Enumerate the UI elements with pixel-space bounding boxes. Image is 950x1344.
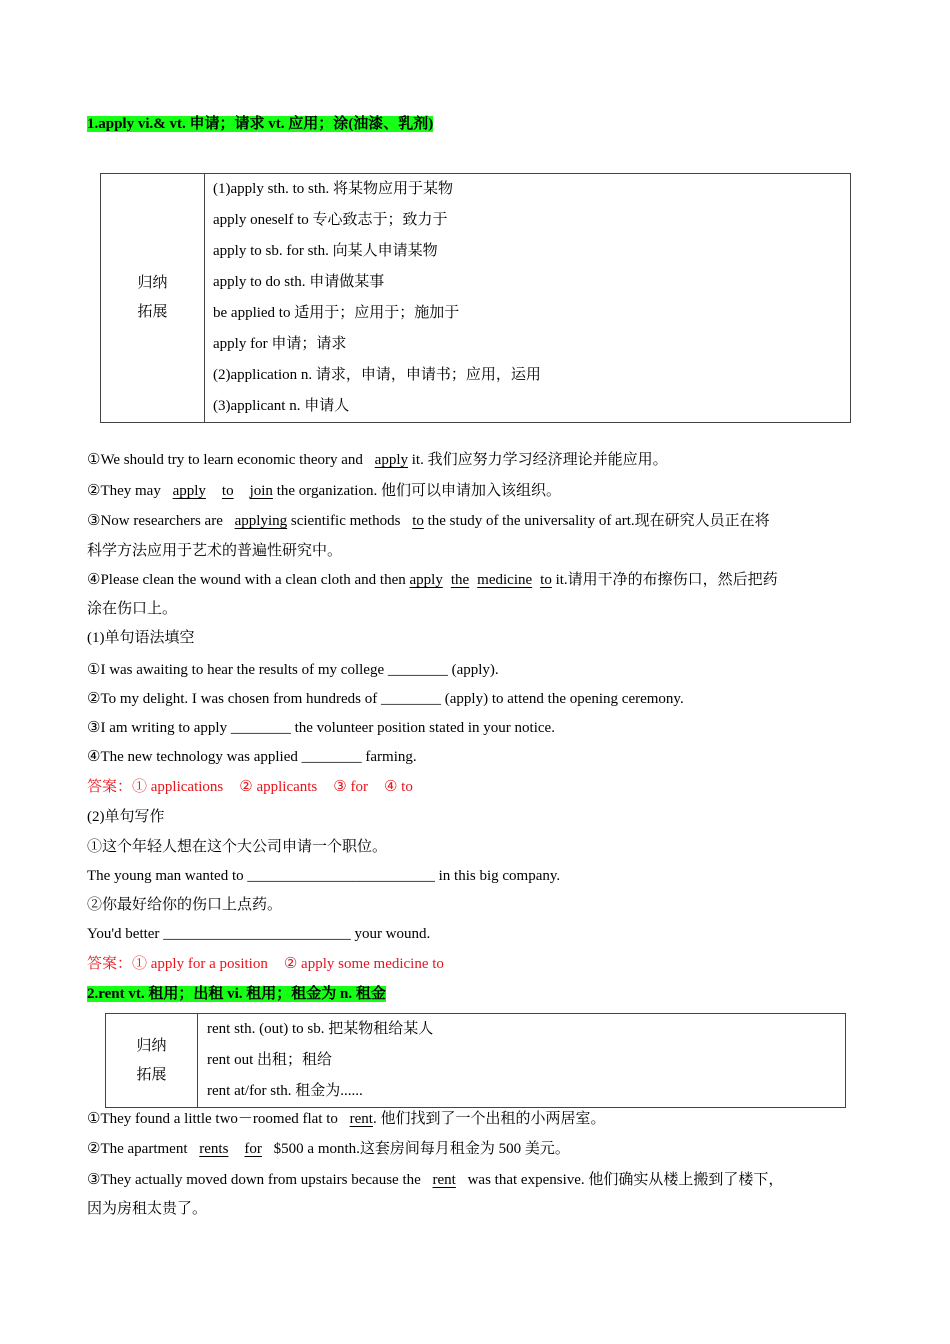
grammar-question-3: ③I am writing to apply ________ the volunteer position stated in your notice. bbox=[87, 720, 555, 736]
section2-heading: 2.rent vt. 租用；出租 vi. 租用；租金为 n. 租金 bbox=[87, 986, 386, 1002]
answer-blank[interactable]: _________________________ bbox=[247, 868, 435, 884]
rent-example-3: ③They actually moved down from upstairs because the rent was that expensive. 他们确实从楼上搬到了楼下， bbox=[87, 1172, 784, 1188]
writing-q1-cn: ①这个年轻人想在这个大公司申请一个职位。 bbox=[87, 839, 388, 855]
table-row: apply oneself to 专心致志于；致力于 bbox=[213, 212, 448, 228]
section1-heading: 1.apply vi.& vt. 申请；请求 vt. 应用；涂(油漆、乳剂) bbox=[87, 116, 434, 132]
table-label: 归纳 拓展 bbox=[101, 174, 205, 423]
example-3: ③Now researchers are applying scientific methods to the study of the universality of art.现在研究人员正在将 bbox=[87, 513, 770, 529]
table-row: apply to do sth. 申请做某事 bbox=[213, 274, 385, 290]
table-row: (3)applicant n. 申请人 bbox=[213, 398, 350, 414]
answer-blank[interactable]: ________ bbox=[301, 749, 362, 765]
writing-answer: 答案：① apply for a position ② apply some medicine to bbox=[87, 956, 444, 972]
answer-blank[interactable]: ________ bbox=[381, 691, 442, 707]
example-4: ④Please clean the wound with a clean cloth and then apply the medicine to it.请用干净的布擦伤口，然后把药 bbox=[87, 572, 778, 588]
table-row: rent at/for sth. 租金为...... bbox=[207, 1083, 363, 1099]
section1-expansion-table bbox=[100, 173, 851, 423]
rent-example-2: ②The apartment rents for $500 a month.这套房间每月租金为 500 美元。 bbox=[87, 1141, 570, 1157]
table-row: rent sth. (out) to sb. 把某物租给某人 bbox=[207, 1021, 434, 1037]
table-content bbox=[198, 1014, 846, 1108]
grammar-question-2: ②To my delight. I was chosen from hundreds of ________ (apply) to attend the opening ceremony. bbox=[87, 691, 684, 707]
grammar-question-4: ④The new technology was applied ________ farming. bbox=[87, 749, 417, 765]
grammar-fill-title: (1)单句语法填空 bbox=[87, 630, 195, 646]
writing-title: (2)单句写作 bbox=[87, 809, 165, 825]
table-row: rent out 出租；租给 bbox=[207, 1052, 332, 1068]
answer-blank[interactable]: ________ bbox=[230, 720, 291, 736]
grammar-question-1: ①I was awaiting to hear the results of my college ________ (apply). bbox=[87, 662, 499, 678]
example-2: ②They may apply to join the organization. 他们可以申请加入该组织。 bbox=[87, 483, 561, 499]
table-row: be applied to 适用于；应用于；施加于 bbox=[213, 305, 460, 321]
table-row: (2)application n. 请求，申请，申请书；应用，运用 bbox=[213, 367, 541, 383]
example-4-cont: 涂在伤口上。 bbox=[87, 601, 178, 617]
section2-expansion-table bbox=[105, 1013, 846, 1108]
answer-blank[interactable]: ________ bbox=[387, 662, 448, 678]
example-1: ①We should try to learn economic theory and apply it. 我们应努力学习经济理论并能应用。 bbox=[87, 452, 668, 468]
answer-blank[interactable]: _________________________ bbox=[163, 926, 351, 942]
rent-example-3-cont: 因为房租太贵了。 bbox=[87, 1201, 208, 1217]
writing-q1-en: The young man wanted to _________________________ in this big company. bbox=[87, 868, 561, 884]
table-content bbox=[205, 174, 851, 423]
writing-q2-en: You'd better _________________________ your wound. bbox=[87, 926, 431, 942]
rent-example-1: ①They found a little two－roomed flat to rent. 他们找到了一个出租的小两居室。 bbox=[87, 1111, 606, 1127]
table-row: apply for 申请；请求 bbox=[213, 336, 347, 352]
grammar-answer: 答案：① applications ② applicants ③ for ④ to bbox=[87, 779, 413, 795]
example-3-cont: 科学方法应用于艺术的普遍性研究中。 bbox=[87, 543, 343, 559]
table-row: (1)apply sth. to sth. 将某物应用于某物 bbox=[213, 181, 453, 197]
writing-q2-cn: ②你最好给你的伤口上点药。 bbox=[87, 897, 283, 913]
table-row: apply to sb. for sth. 向某人申请某物 bbox=[213, 243, 438, 259]
table-label: 归纳 拓展 bbox=[106, 1014, 198, 1108]
